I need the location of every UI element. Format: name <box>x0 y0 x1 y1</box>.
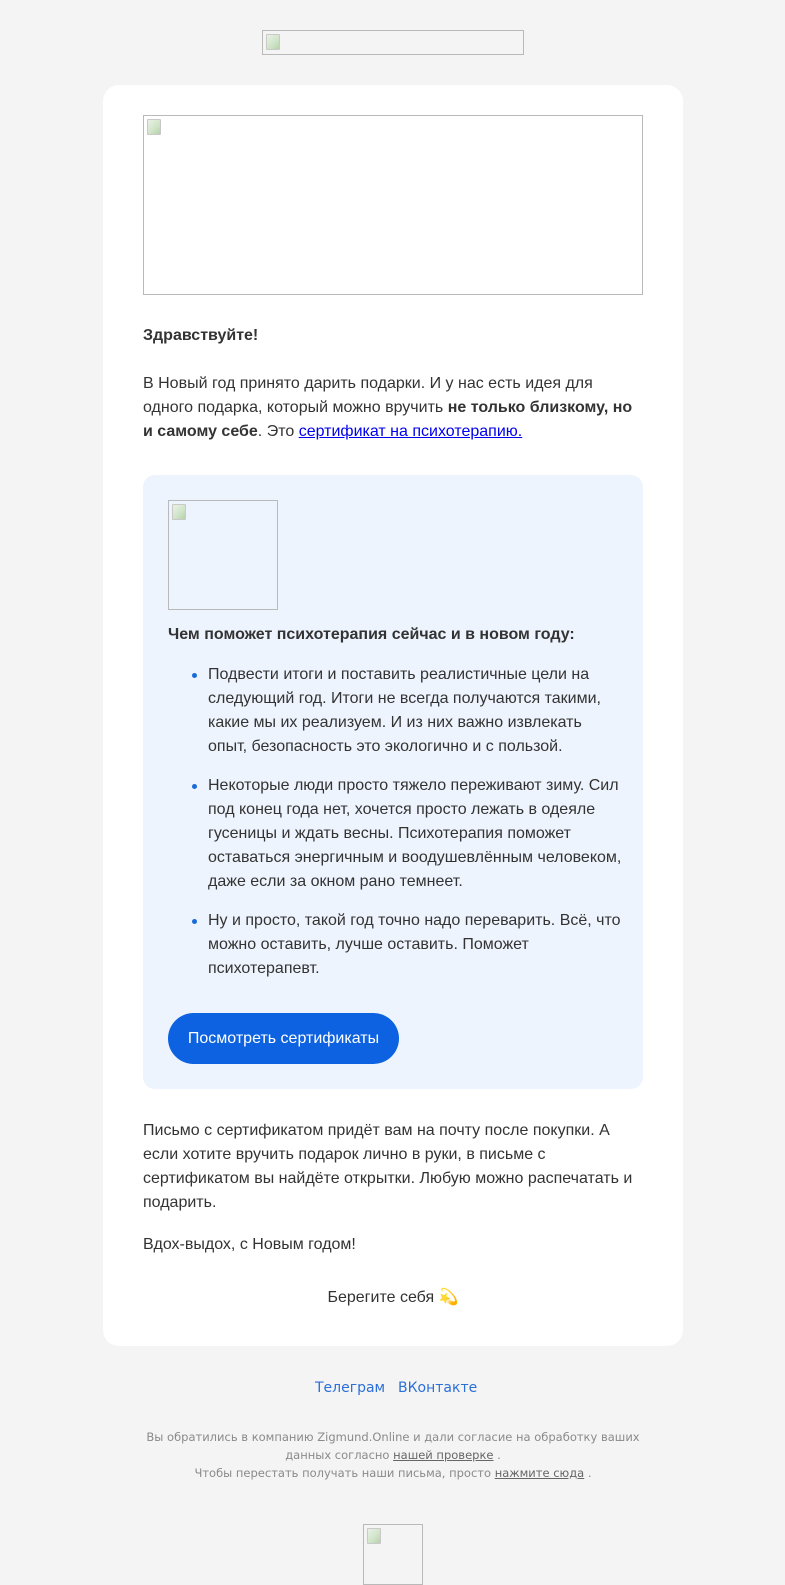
footer-unsubscribe-line <box>123 1464 663 1482</box>
intro-bold: не только близкому, но и самому себе <box>143 399 633 440</box>
greeting: Здравствуйте! <box>143 327 259 344</box>
after-paragraph: Письмо с сертификатом придёт вам на почту после покупки. А если хотите вручить подарок лично в руки, в письме с сертификатом вы найдёте открытки. Любую можно распечатать и подарить. <box>143 1122 633 1211</box>
footer-dot: . <box>497 1448 501 1462</box>
footer-legal <box>123 1428 663 1482</box>
panel-illustration <box>168 500 278 610</box>
closing-line: Вдох-выдох, с Новым годом! <box>143 1236 356 1253</box>
intro-text-1: В Новый год принято дарить подарки. И у нас есть идея для одного подарка, который можно вручить <box>143 375 593 416</box>
logo-image <box>262 30 524 55</box>
footer-unsubscribe-text: Чтобы перестать получать наши письма, просто <box>194 1466 492 1480</box>
footer-consent-text: Вы обратились в компанию Zigmund.Online и дали согласие на обработку ваших данных согласно <box>146 1430 640 1462</box>
view-certificates-button[interactable]: Посмотреть сертификаты <box>168 1013 399 1064</box>
sparkle-icon: 💫 <box>438 1289 459 1306</box>
certificate-link[interactable]: сертификат на психотерапию. <box>298 423 523 440</box>
signoff <box>103 1286 683 1310</box>
intro-text-2: . Это <box>257 423 299 440</box>
panel-heading: Чем поможет психотерапия сейчас и в новом году: <box>168 626 575 643</box>
footer-consent-line <box>123 1428 663 1464</box>
signoff-text: Берегите себя <box>327 1289 435 1306</box>
list-item: Ну и просто, такой год точно надо переварить. Всё, что можно оставить, лучше оставить. Поможет психотерапевт. <box>208 909 623 981</box>
list-item: Некоторые люди просто тяжело переживают зиму. Сил под конец года нет, хочется просто лежать в одеяле гусеницы и ждать весны. Психотерапия поможет оставаться энергичным и воодушевлённым человеком, даже если за окном рано темнеет. <box>208 774 623 894</box>
telegram-link[interactable]: Телеграм <box>315 1380 386 1396</box>
unsubscribe-link[interactable]: нажмите сюда <box>494 1466 585 1480</box>
list-item: Подвести итоги и поставить реалистичные цели на следующий год. Итоги не всегда получаются такими, какие мы их реализуем. И из них важно извлекать опыт, безопасность это экологично и с пользой. <box>208 663 623 759</box>
footer-logo-image <box>363 1524 423 1585</box>
hero-image <box>143 115 643 295</box>
intro-paragraph <box>143 372 643 444</box>
benefits-list <box>168 663 623 996</box>
footer-dot: . <box>587 1466 592 1480</box>
vk-link[interactable]: ВКонтакте <box>398 1380 478 1396</box>
privacy-link[interactable]: нашей проверке <box>393 1448 494 1462</box>
